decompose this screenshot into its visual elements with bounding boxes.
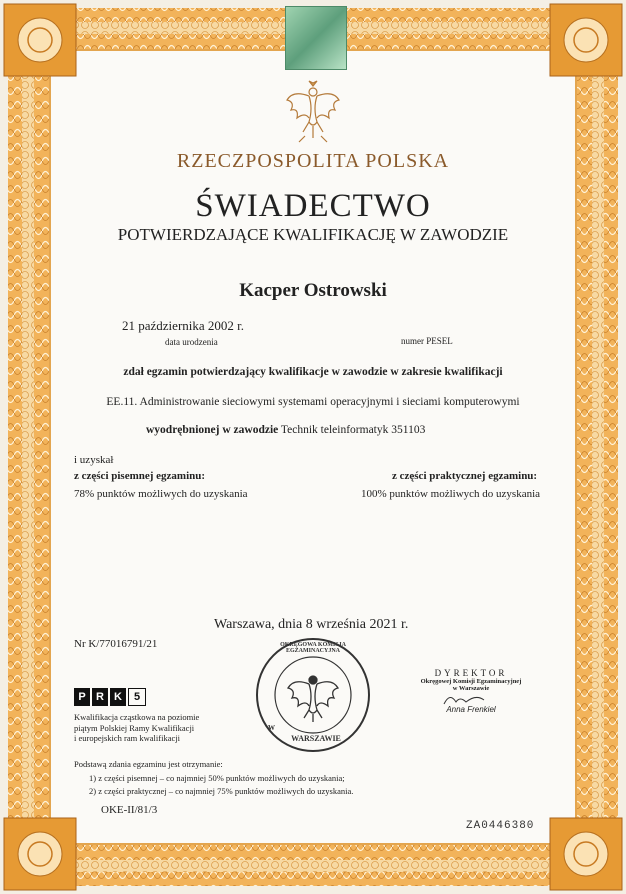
director-name: Anna Frenkiel [446, 705, 496, 714]
exam-statement: zdał egzamin potwierdzający kwalifikacje w zawodzie w zakresie kwalifikacji [123, 366, 503, 378]
profession-label: wyodrębnionej w zawodzie [146, 424, 279, 436]
certificate-number: Nr K/77016791/21 [74, 638, 158, 650]
written-part-label: z części pisemnej egzaminu: [74, 470, 206, 482]
seal-text-w: W [268, 724, 275, 732]
prk-letter-k: K [110, 688, 126, 706]
birth-date: 21 października 2002 r. [122, 318, 245, 333]
written-part-result: 78% punktów możliwych do uzyskania [74, 488, 248, 500]
serial-number: ZA0446380 [466, 820, 535, 832]
director-line1: Okręgowej Komisji Egzaminacyjnej [420, 678, 522, 685]
document-subtitle: POTWIERDZAJĄCE KWALIFIKACJĘ W ZAWODZIE [117, 225, 509, 244]
basis-heading: Podstawą zdania egzaminu jest otrzymanie: [74, 759, 223, 769]
seal-text-top: OKRĘGOWA KOMISJA EGZAMINACYJNA [280, 642, 346, 654]
eagle-emblem-icon [283, 78, 343, 146]
form-code: OKE-II/81/3 [101, 804, 158, 816]
prk-description [74, 712, 199, 744]
prk-desc-line3: i europejskich ram kwalifikacji [74, 733, 180, 743]
official-seal [254, 636, 372, 754]
birth-date-label: data urodzenia [165, 337, 218, 347]
prk-letter-r: R [92, 688, 108, 706]
prk-desc-line1: Kwalifikacja cząstkowa na poziomie [74, 712, 200, 722]
qualification-name: EE.11. Administrowanie sieciowymi systemami operacyjnymi i sieciami komputerowymi [106, 396, 520, 408]
practical-part-result: 100% punktów możliwych do uzyskania [361, 488, 541, 500]
prk-badge [74, 688, 146, 706]
pesel-label: numer PESEL [401, 336, 453, 346]
country-name: RZECZPOSPOLITA POLSKA [176, 150, 450, 172]
issue-place-date: Warszawa, dnia 8 września 2021 r. [214, 617, 409, 632]
document-title: ŚWIADECTWO [195, 188, 431, 224]
director-title: DYREKTOR [434, 668, 508, 678]
basis-item-1: 1) z części pisemnej – co najmniej 50% punktów możliwych do uzyskania; [89, 773, 345, 783]
prk-letter-p: P [74, 688, 90, 706]
basis-item-2: 2) z części praktycznej – co najmniej 75% punktów możliwych do uzyskania. [89, 786, 354, 796]
holder-name: Kacper Ostrowski [239, 280, 387, 301]
prk-level: 5 [128, 688, 146, 706]
profession-line [146, 424, 425, 436]
prk-desc-line2: piątym Polskiej Ramy Kwalifikacji [74, 722, 195, 733]
profession-value: Technik teleinformatyk 351103 [280, 424, 426, 436]
director-line2: w Warszawie [452, 685, 490, 692]
signature-icon [436, 692, 506, 706]
seal-text-bottom: WARSZAWIE [291, 734, 341, 743]
practical-part-label: z części praktycznej egzaminu: [392, 470, 538, 482]
director-block [396, 668, 546, 714]
obtained-label: i uzyskał [74, 454, 114, 466]
hologram-sticker [285, 6, 347, 70]
